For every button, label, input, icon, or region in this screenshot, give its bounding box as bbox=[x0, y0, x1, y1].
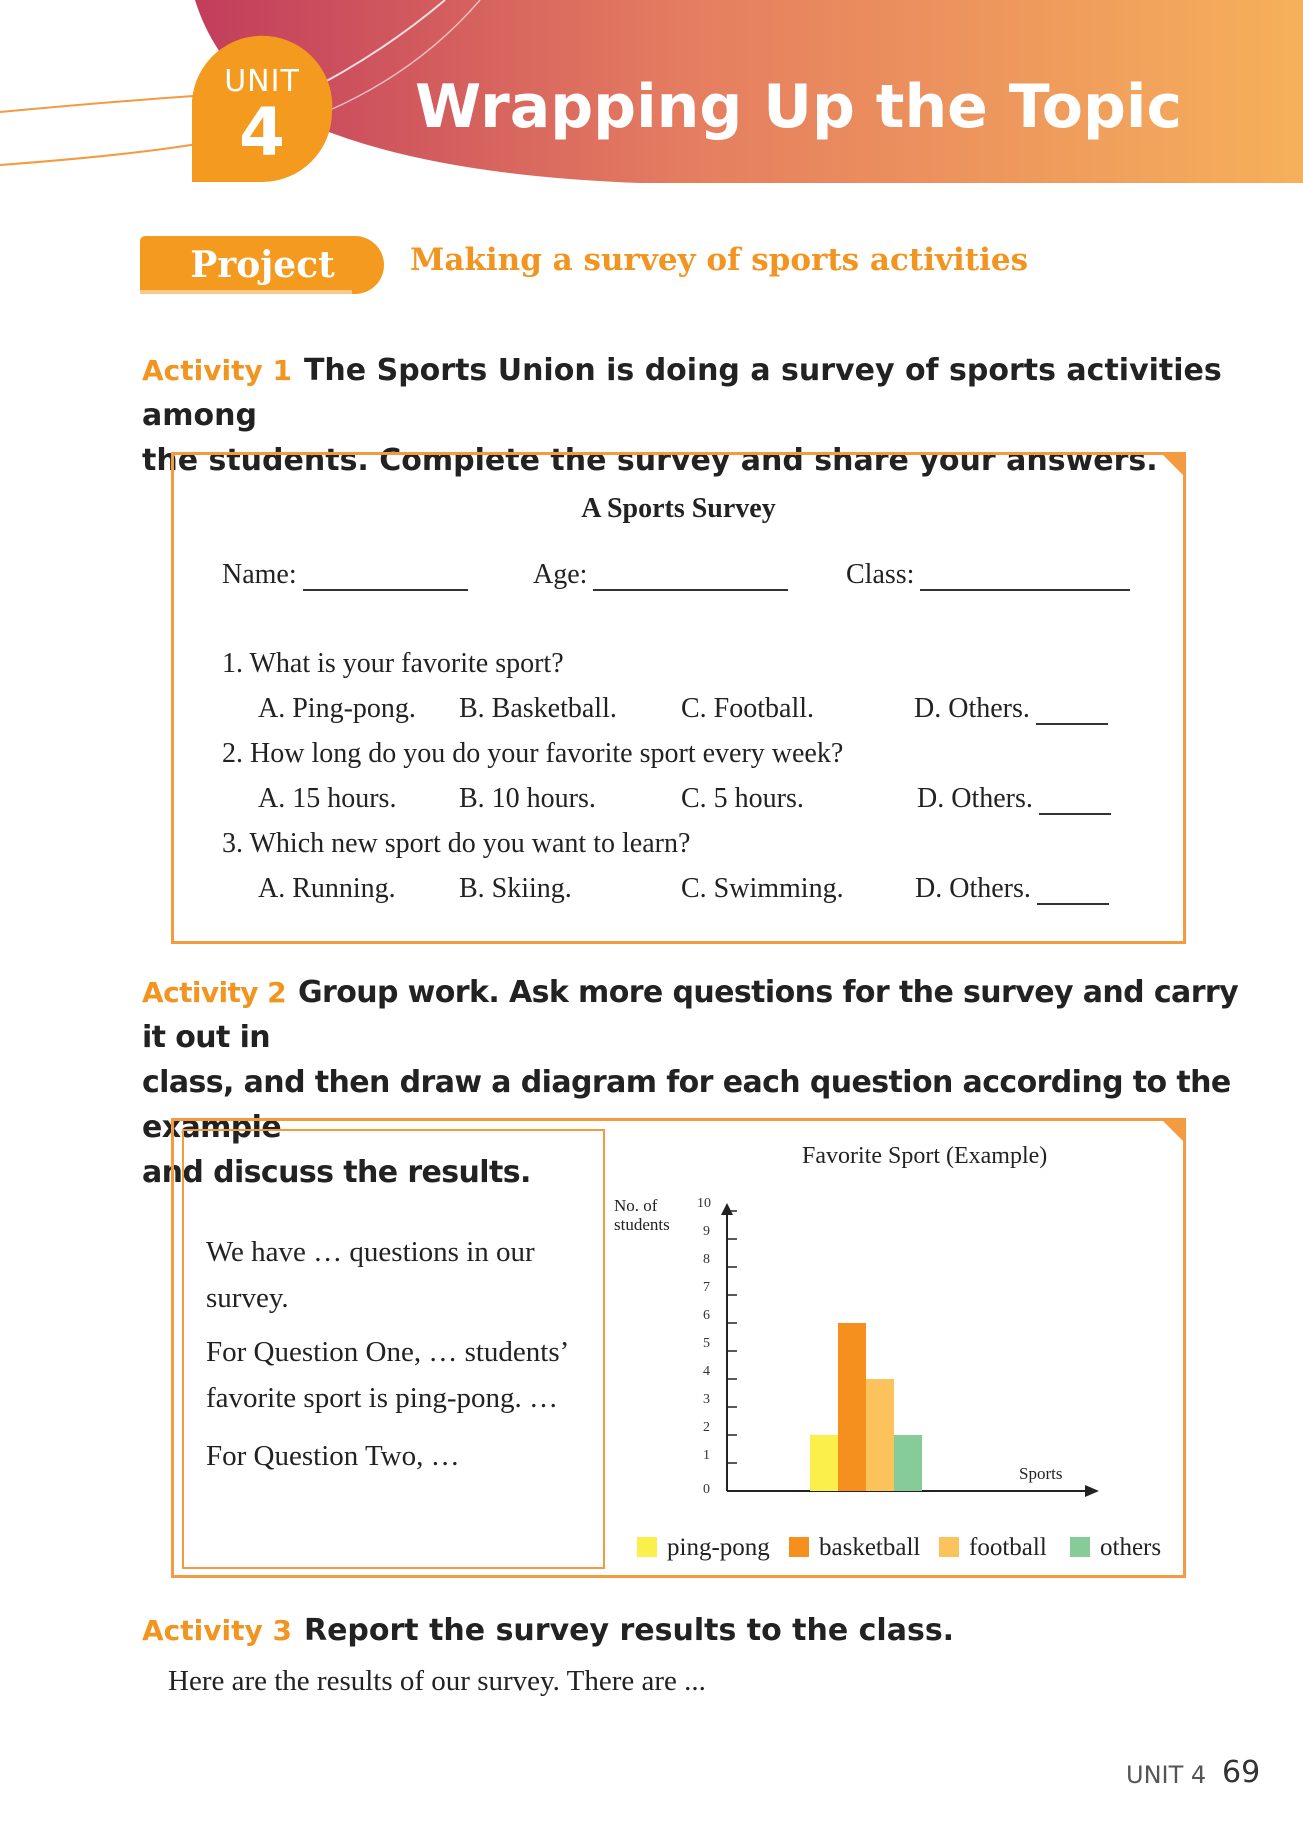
example-box bbox=[171, 1118, 1186, 1578]
example-paragraph-1 bbox=[206, 1229, 535, 1321]
y-axis-label: students bbox=[614, 1215, 670, 1234]
q3-option-d[interactable] bbox=[915, 873, 1109, 905]
legend-basketball bbox=[789, 1534, 920, 1562]
activity3-body: Here are the results of our survey. There are ... bbox=[168, 1665, 706, 1697]
bar-football bbox=[866, 1379, 894, 1491]
class-field[interactable] bbox=[846, 559, 1130, 591]
y-tick-label: 7 bbox=[703, 1280, 710, 1295]
q2-option-c[interactable]: C. 5 hours. bbox=[681, 783, 804, 814]
unit-number: 4 bbox=[239, 94, 285, 171]
q2-option-d-label: D. Others. bbox=[917, 783, 1033, 814]
activity2-instruction-line1: Group work. Ask more questions for the survey and carry it out in bbox=[142, 975, 1239, 1055]
q1-option-b[interactable]: B. Basketball. bbox=[459, 693, 617, 724]
footer-unit: UNIT 4 bbox=[1126, 1761, 1207, 1789]
q3-option-d-label: D. Others. bbox=[915, 873, 1031, 904]
activity3-label: Activity 3 bbox=[142, 1614, 292, 1647]
y-tick-label: 4 bbox=[703, 1364, 710, 1379]
bar-basketball bbox=[838, 1323, 866, 1491]
q3-other-blank[interactable] bbox=[1037, 903, 1109, 905]
survey-box bbox=[171, 452, 1186, 944]
class-blank[interactable] bbox=[920, 589, 1130, 591]
example-p1-line1: We have … questions in our bbox=[206, 1236, 535, 1268]
age-label: Age: bbox=[533, 559, 588, 590]
y-axis-label: No. of bbox=[614, 1196, 658, 1215]
legend-label: basketball bbox=[819, 1534, 921, 1561]
question-3: 3. Which new sport do you want to learn? bbox=[222, 828, 691, 859]
q3-option-b[interactable]: B. Skiing. bbox=[459, 873, 572, 904]
project-label: Project bbox=[190, 244, 335, 286]
activity1-label: Activity 1 bbox=[142, 354, 292, 387]
y-tick-label: 0 bbox=[703, 1482, 710, 1497]
bar-chart bbox=[614, 1191, 1174, 1531]
survey-title: A Sports Survey bbox=[581, 493, 776, 524]
q1-other-blank[interactable] bbox=[1036, 723, 1108, 725]
y-tick-label: 6 bbox=[703, 1308, 710, 1323]
name-label: Name: bbox=[222, 559, 297, 590]
legend-swatch bbox=[789, 1537, 809, 1557]
q2-option-a[interactable]: A. 15 hours. bbox=[258, 783, 397, 814]
project-pill bbox=[140, 236, 385, 294]
example-text-box bbox=[182, 1129, 605, 1569]
corner-mark bbox=[1160, 452, 1186, 478]
legend-label: ping-pong bbox=[667, 1534, 770, 1561]
y-tick-label: 1 bbox=[703, 1448, 710, 1463]
question-1: 1. What is your favorite sport? bbox=[222, 648, 564, 679]
q2-other-blank[interactable] bbox=[1039, 813, 1111, 815]
example-paragraph-3: For Question Two, … bbox=[206, 1440, 460, 1472]
q2-option-d[interactable] bbox=[917, 783, 1111, 815]
legend-swatch bbox=[939, 1537, 959, 1557]
legend-swatch bbox=[637, 1537, 657, 1557]
name-blank[interactable] bbox=[303, 589, 468, 591]
q3-option-a[interactable]: A. Running. bbox=[258, 873, 396, 904]
bar-ping-pong bbox=[810, 1435, 838, 1491]
activity2-instruction-line3: and discuss the results. bbox=[142, 1155, 531, 1190]
header-banner bbox=[0, 0, 1303, 185]
question-2: 2. How long do you do your favorite sport every week? bbox=[222, 738, 844, 769]
q1-option-a[interactable]: A. Ping-pong. bbox=[258, 693, 416, 724]
unit-badge bbox=[192, 42, 332, 182]
example-p2-line1: For Question One, … students’ bbox=[206, 1336, 570, 1368]
q1-option-c[interactable]: C. Football. bbox=[681, 693, 815, 724]
activity2-instruction-line2: class, and then draw a diagram for each question according to the example bbox=[142, 1065, 1231, 1145]
y-tick-label: 8 bbox=[703, 1252, 710, 1267]
example-p2-line2: favorite sport is ping-pong. … bbox=[206, 1382, 558, 1414]
legend-others bbox=[1070, 1534, 1161, 1562]
activity1-instruction-line2: the students. Complete the survey and share your answers. bbox=[142, 443, 1158, 478]
page-title: Wrapping Up the Topic bbox=[415, 72, 1183, 142]
y-tick-label: 2 bbox=[703, 1420, 710, 1435]
activity1-instruction-line1: The Sports Union is doing a survey of sports activities among bbox=[142, 353, 1222, 433]
y-tick-label: 5 bbox=[703, 1336, 710, 1351]
legend-swatch bbox=[1070, 1537, 1090, 1557]
q1-option-d[interactable] bbox=[914, 693, 1108, 725]
name-field[interactable] bbox=[222, 559, 468, 591]
x-axis-label: Sports bbox=[1019, 1464, 1063, 1483]
activity2-label: Activity 2 bbox=[142, 976, 286, 1009]
activity3-heading bbox=[142, 1608, 1222, 1653]
y-axis-arrow bbox=[721, 1203, 733, 1215]
y-tick-label: 3 bbox=[703, 1392, 710, 1407]
unit-word: UNIT bbox=[224, 64, 300, 99]
bar-others bbox=[894, 1435, 922, 1491]
age-blank[interactable] bbox=[593, 589, 788, 591]
q2-option-b[interactable]: B. 10 hours. bbox=[459, 783, 596, 814]
class-label: Class: bbox=[846, 559, 915, 590]
legend-label: others bbox=[1100, 1534, 1162, 1561]
example-p1-line2: survey. bbox=[206, 1282, 289, 1314]
y-tick-label: 9 bbox=[703, 1224, 710, 1239]
q3-option-c[interactable]: C. Swimming. bbox=[681, 873, 844, 904]
legend-ping-pong bbox=[637, 1534, 770, 1562]
age-field[interactable] bbox=[533, 559, 788, 591]
chart-title: Favorite Sport (Example) bbox=[802, 1143, 1048, 1169]
x-axis-arrow bbox=[1085, 1485, 1099, 1497]
corner-mark bbox=[1160, 1118, 1186, 1144]
y-tick-label: 10 bbox=[697, 1196, 711, 1211]
example-paragraph-2 bbox=[206, 1329, 569, 1421]
activity3-instruction: Report the survey results to the class. bbox=[303, 1613, 955, 1648]
q1-option-d-label: D. Others. bbox=[914, 693, 1030, 724]
project-subtitle: Making a survey of sports activities bbox=[410, 242, 1029, 278]
legend-football bbox=[939, 1534, 1047, 1562]
page-number: 69 bbox=[1222, 1755, 1261, 1790]
legend-label: football bbox=[969, 1534, 1047, 1561]
